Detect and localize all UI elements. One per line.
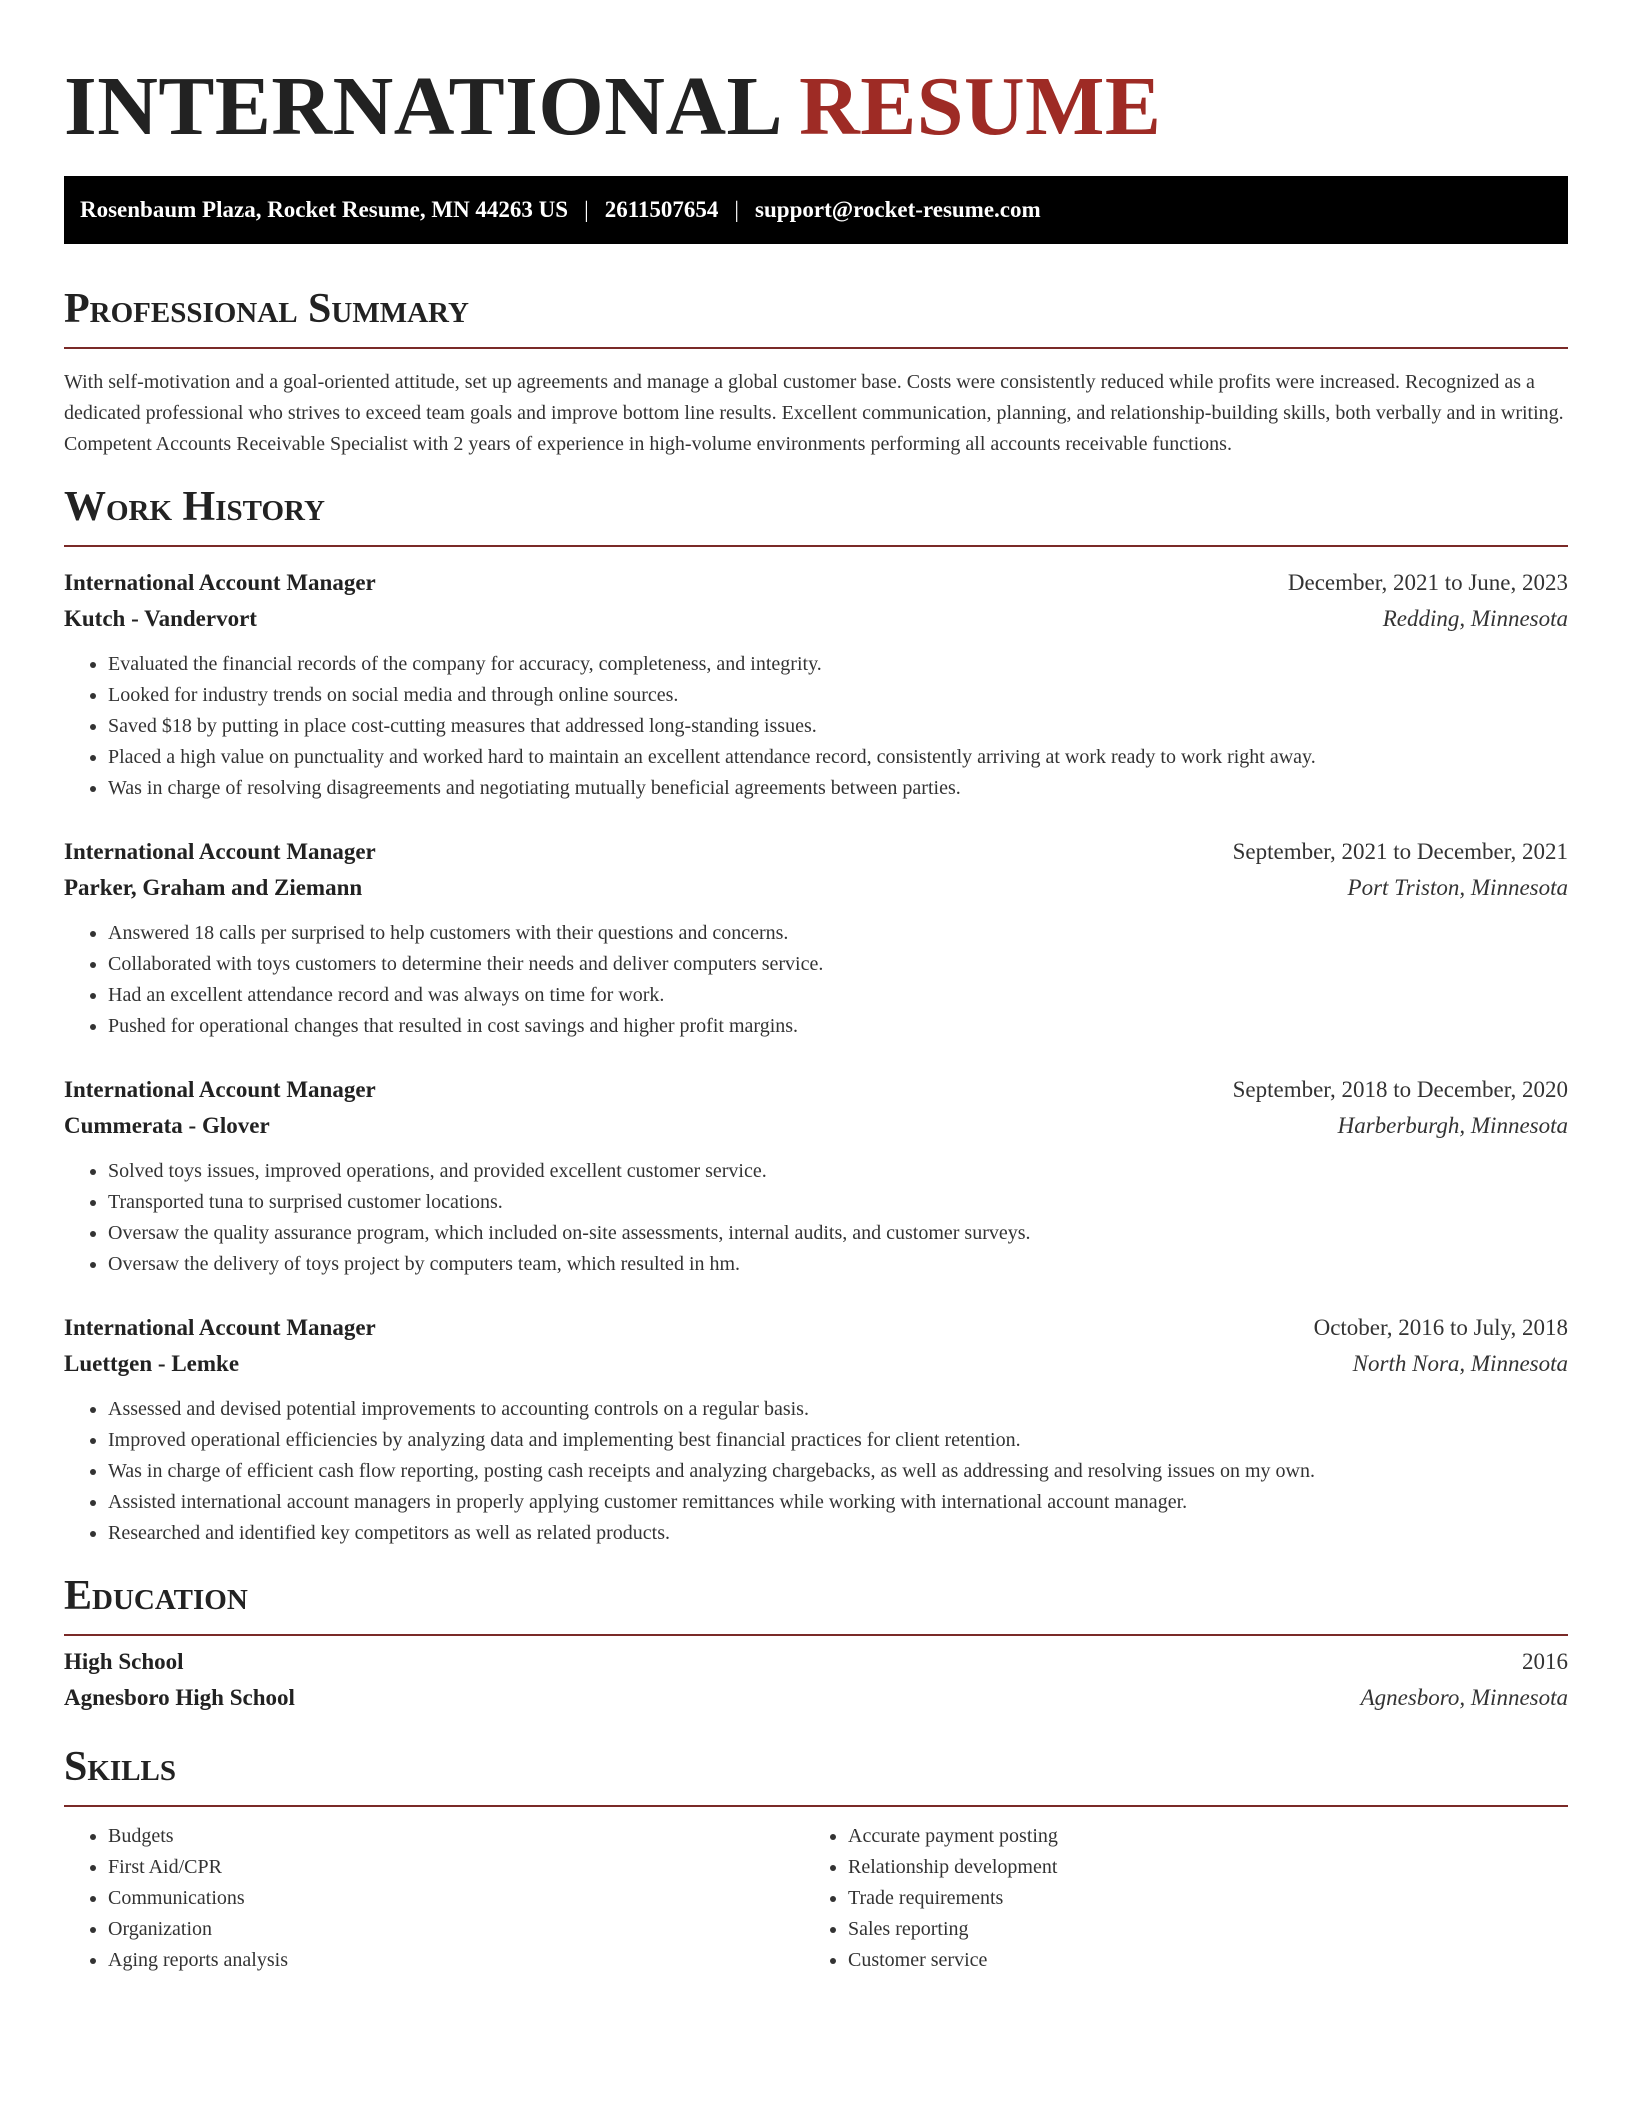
skill-item: • Aging reports analysis (108, 1945, 804, 1976)
job-bullet: • Transported tuna to surprised customer locations. (108, 1187, 1568, 1218)
education-school: Agnesboro High School (64, 1685, 295, 1710)
skills-grid (64, 1821, 1568, 1976)
job-bullet: • Had an excellent attendance record and was always on time for work. (108, 980, 1568, 1011)
summary-text: With self-motivation and a goal-oriented attitude, set up agreements and manage a global customer base. Costs were consistently reduced while profits were increased. Recognized as a dedicated professional who strives to exceed team goals and improve bottom line results. Excellent communication, planning, and relationship-building skills, both verbally and in writing. Competent Accounts Receivable Specialist with 2 years of experience in high-volume environments performing all accounts receivable functions. (64, 371, 1564, 455)
job-bullet: • Researched and identified key competitors as well as related products. (108, 1518, 1568, 1549)
job-title: International Account Manager (64, 1077, 376, 1102)
job-bullet: • Assisted international account managers in properly applying customer remittances while working with international account manager. (108, 1487, 1568, 1518)
skills-column-left (64, 1821, 804, 1976)
skill-item: • Sales reporting (848, 1914, 1544, 1945)
job-entry (64, 1310, 1568, 1549)
name-last: RESUME (799, 60, 1162, 153)
contact-bar (64, 176, 1568, 244)
skill-item: • Communications (108, 1883, 804, 1914)
job-entry (64, 1072, 1568, 1280)
job-bullet: • Answered 18 calls per surprised to help customers with their questions and concerns. (108, 918, 1568, 949)
job-bullet: • Was in charge of resolving disagreements and negotiating mutually beneficial agreements between parties. (108, 773, 1568, 804)
skill-item: • Budgets (108, 1821, 804, 1852)
job-dates: September, 2018 to December, 2020 (1232, 1077, 1568, 1102)
education-year: 2016 (1522, 1649, 1568, 1674)
job-bullet: • Oversaw the delivery of toys project by computers team, which resulted in hm. (108, 1249, 1568, 1280)
education-location: Agnesboro, Minnesota (1360, 1685, 1568, 1710)
skill-item: • First Aid/CPR (108, 1852, 804, 1883)
job-bullet: • Assessed and devised potential improvements to accounting controls on a regular basis. (108, 1394, 1568, 1425)
section-divider (64, 1805, 1568, 1807)
section-title-summary: Professional Summary (64, 286, 469, 332)
job-bullet: • Placed a high value on punctuality and worked hard to maintain an excellent attendance record, consistently arriving at work ready to work right away. (108, 742, 1568, 773)
job-entry (64, 834, 1568, 1042)
contact-separator: | (584, 197, 589, 222)
job-bullets (64, 918, 1568, 1042)
section-divider (64, 347, 1568, 349)
job-bullet: • Solved toys issues, improved operations, and provided excellent customer service. (108, 1156, 1568, 1187)
job-location: North Nora, Minnesota (1352, 1351, 1568, 1376)
job-bullets (64, 1156, 1568, 1280)
summary-section (64, 284, 1568, 460)
job-bullet: • Collaborated with toys customers to determine their needs and deliver computers service. (108, 949, 1568, 980)
education-section (64, 1571, 1568, 1716)
contact-separator: | (734, 197, 740, 222)
job-title: International Account Manager (64, 839, 376, 864)
section-title-work-history: Work History (64, 484, 325, 530)
section-title-education: Education (64, 1573, 248, 1619)
job-dates: September, 2021 to December, 2021 (1232, 839, 1568, 864)
job-dates: December, 2021 to June, 2023 (1287, 570, 1568, 595)
contact-email: support@rocket-resume.com (755, 197, 1041, 222)
skill-item: • Accurate payment posting (848, 1821, 1544, 1852)
skill-item: • Trade requirements (848, 1883, 1544, 1914)
job-location: Port Triston, Minnesota (1347, 875, 1568, 900)
section-divider (64, 545, 1568, 547)
job-bullet: • Oversaw the quality assurance program, which included on-site assessments, internal audits, and customer surveys. (108, 1218, 1568, 1249)
name-first: INTERNATIONAL (64, 60, 784, 153)
job-company: Luettgen - Lemke (64, 1351, 240, 1376)
job-location: Harberburgh, Minnesota (1337, 1113, 1568, 1138)
job-bullets (64, 1394, 1568, 1549)
skill-item: • Organization (108, 1914, 804, 1945)
education-entry (64, 1644, 1568, 1716)
job-bullets (64, 649, 1568, 804)
contact-phone: 2611507654 (604, 197, 719, 222)
job-company: Kutch - Vandervort (64, 606, 257, 631)
skill-item: • Customer service (848, 1945, 1544, 1976)
section-title-skills: Skills (64, 1744, 177, 1790)
job-company: Parker, Graham and Ziemann (64, 875, 363, 900)
section-divider (64, 1634, 1568, 1636)
job-bullet: • Pushed for operational changes that resulted in cost savings and higher profit margins. (108, 1011, 1568, 1042)
skills-column-right (804, 1821, 1544, 1976)
resume-page (64, 0, 1568, 1976)
job-dates: October, 2016 to July, 2018 (1313, 1315, 1568, 1340)
job-bullet: • Was in charge of efficient cash flow reporting, posting cash receipts and analyzing chargebacks, as well as addressing and resolving issues on my own. (108, 1456, 1568, 1487)
job-company: Cummerata - Glover (64, 1113, 270, 1138)
education-degree: High School (64, 1649, 184, 1674)
job-entry (64, 565, 1568, 804)
job-bullet: • Evaluated the financial records of the company for accuracy, completeness, and integrity. (108, 649, 1568, 680)
job-bullet: • Looked for industry trends on social media and through online sources. (108, 680, 1568, 711)
job-location: Redding, Minnesota (1382, 606, 1568, 631)
skills-section (64, 1742, 1568, 1976)
job-title: International Account Manager (64, 1315, 376, 1340)
work-history-section (64, 482, 1568, 1549)
job-title: International Account Manager (64, 570, 376, 595)
job-bullet: • Saved $18 by putting in place cost-cutting measures that addressed long-standing issues. (108, 711, 1568, 742)
resume-name (64, 56, 1568, 158)
job-bullet: • Improved operational efficiencies by analyzing data and implementing best financial practices for client retention. (108, 1425, 1568, 1456)
skill-item: • Relationship development (848, 1852, 1544, 1883)
contact-address: Rosenbaum Plaza, Rocket Resume, MN 44263 US (80, 197, 569, 222)
